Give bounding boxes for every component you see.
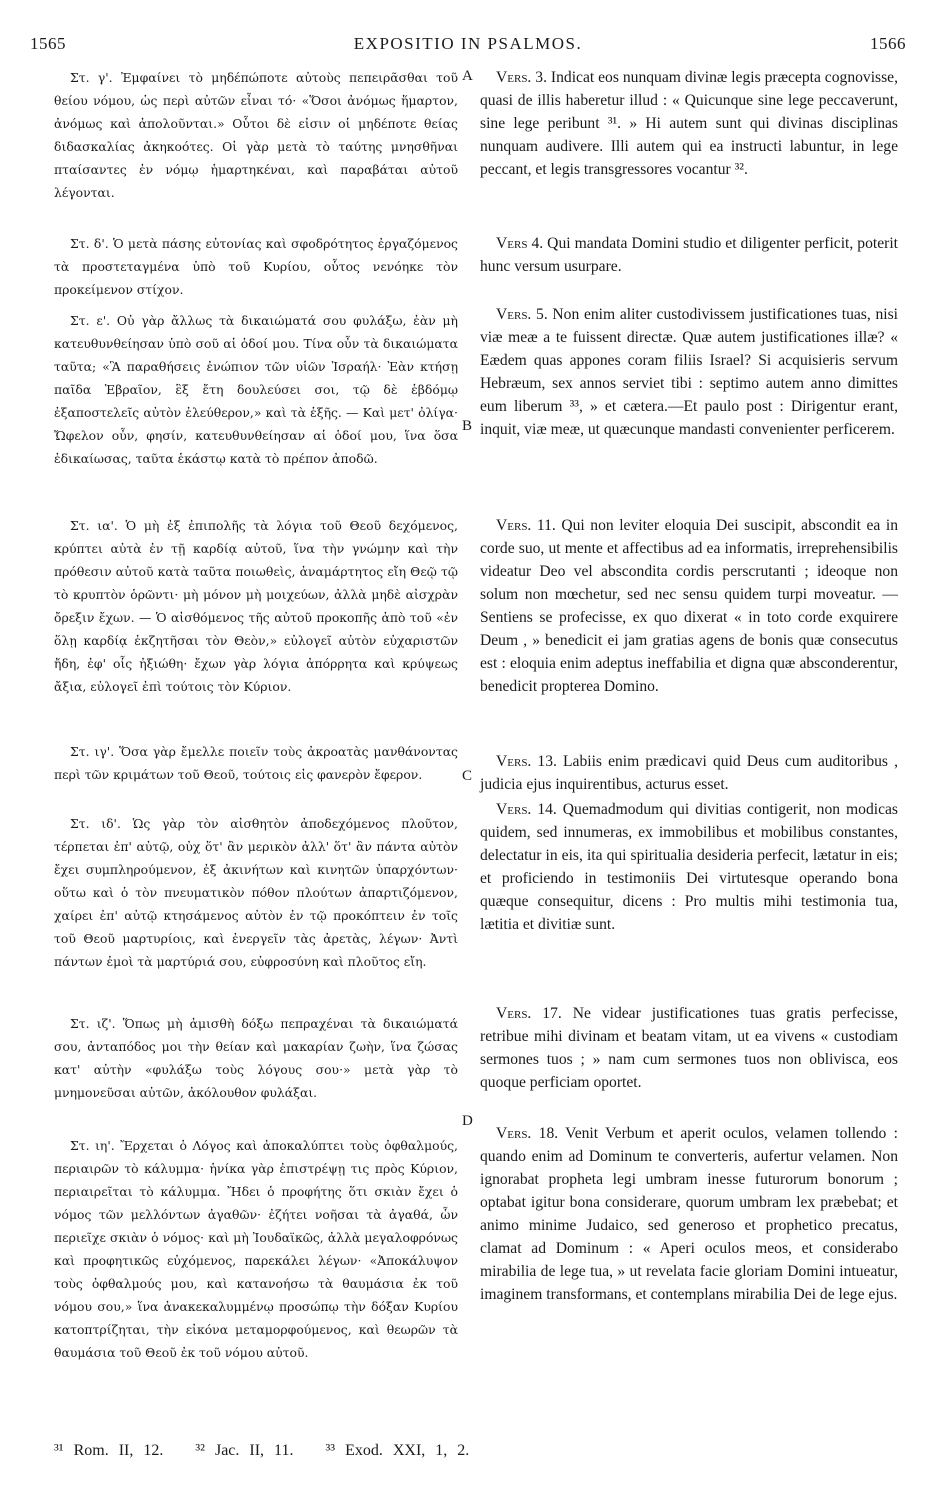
greek-paragraph-v4: Στ. δ'. Ὁ μετὰ πάσης εὐτονίας καὶ σφοδρότητος ἐργαζόμενος τὰ προστεταγμένα ὑπὸ τοῦ Κυρίου, οὗτος νενόηκε τὸν προκείμενον στίχον. [54,236,458,297]
latin-paragraph-v4 [480,232,898,278]
verse-label: Vers. [496,306,532,323]
footnote-33: ³³ Exod. XXI, 1, 2. [325,1442,470,1459]
margin-letter-d: D [462,1113,473,1129]
greek-paragraph-v14: Στ. ιδ'. Ὡς γὰρ τὸν αἰσθητὸν ἀποδεχόμενος πλοῦτον, τέρπεται ἐπ' αὐτῷ, οὐχ ὅτ' ἂν μερικὸν ἀλλ' ὅτ' ἂν πάντα αὐτὸν ἔχει συμπληρούμενον, ἐξ ἀκινήτων καὶ κινητῶν ὑπαρχόντων· οὕτω καὶ ὁ τὸν πνευματικὸν πόθον πλούτων ἀπαρτιζόμενον, χαίρει ἐπ' αὐτῷ κτησάμενος αὐτὸν ἐν τῷ προκόπτειν ἐν τοῖς τοῦ Θεοῦ μαρτυρίοις, καὶ ἐνεργεῖν τὰς ἀρετὰς, λέγων· Ἀντὶ πάντων ἐμοὶ τὰ μαρτύριά σου, εὐφροσύνη καὶ πλοῦτος εἴη. [54,816,458,969]
margin-letter-b: B [462,418,473,434]
margin-letter-a: A [462,68,473,84]
greek-paragraph-v11: Στ. ια'. Ὁ μὴ ἐξ ἐπιπολῆς τὰ λόγια τοῦ Θεοῦ δεχόμενος, κρύπτει αὐτὰ ἐν τῇ καρδίᾳ αὐτοῦ, ἵνα τὴν γνώμην καὶ τὴν πρόθεσιν αὐτοῦ κατὰ ταῦτα ποιωθεὶς, ἀναμάρτητος εἴη Θεῷ τῷ τὸ κρυπτὸν ὁρῶντι· μὴ μόνον μὴ μοιχεύων, ἀλλὰ μηδὲ αἰσχρὰν ὄρεξιν ἔχων. — Ὁ αἰσθόμενος τῆς αὐτοῦ προκοπῆς ἀπὸ τοῦ «ἐν ὅλῃ καρδίᾳ ἐκζητῆσαι τὸν Θεὸν,» εὐλογεῖ αὐτὸν εὐχαριστῶν ἤδη, ἐφ' οἷς ἠξιώθη· ἔχων γὰρ λόγια ἀπόρρητα καὶ κρύψεως ἄξια, εὐλογεῖ ἐπὶ τούτοις τὸν Κύριον. [54,518,458,694]
verse-text: 3. Indicat eos nunquam divinæ legis præcepta cognovisse, quasi de illis haberetur illud : « Quicunque sine lege peccaverunt, sine lege peribunt ³¹. » Hi autem sunt qui divinas disciplinas nunquam audivere. Illi autem qui ea instructi labuntur, in lege peccant, et legis transgressores vocantur ³². [480,69,898,178]
verse-text: 17. Ne videar justificationes tuas gratis perfecisse, retribue mihi divinam et beatam vitam, ut ea vivens « custodiam sermones tuos ; » nam cum sermones tuos non oblivisca, eos quoque perficiam oportet. [480,1005,898,1091]
verse-label: Vers. [496,69,532,86]
latin-paragraph-v18 [480,1122,898,1306]
footnote-32: ³² Jac. II, 11. [195,1442,294,1459]
greek-paragraph-v18: Στ. ιη'. Ἔρχεται ὁ Λόγος καὶ ἀποκαλύπτει τοὺς ὀφθαλμούς, περιαιρῶν τὸ κάλυμμα· ἡνίκα γὰρ ἐπιστρέψῃ τις πρὸς Κύριον, περιαιρεῖται τὸ κάλυμμα. Ἤδει ὁ προφήτης ὅτι σκιὰν ἔχει ὁ νόμος τῶν μελλόντων ἀγαθῶν· ἐζήτει νοῆσαι τὰ ἀγαθά, ὧν περιεῖχε σκιὰν ὁ νόμος· καὶ μὴ Ἰουδαϊκῶς, ἀλλὰ μεγαλοφρόνως καὶ προφητικῶς εὐχόμενος, παρεκάλει λέγων· «Ἀποκάλυψον τοὺς ὀφθαλμούς μου, καὶ κατανοήσω τὰ θαυμάσια ἐκ τοῦ νόμου σου,» ἵνα ἀνακεκαλυμμένῳ προσώπῳ τὴν δόξαν Κυρίου κατοπτρίζηται, τὴν εἰκόνα μεταμορφούμενος, καὶ θεωρῶν τὰ θαυμάσια τοῦ Θεοῦ ἐκ τοῦ νόμου αὐτοῦ. [54,1138,458,1360]
verse-text: 18. Venit Verbum et aperit oculos, velamen tollendo : quando enim ad Dominum te converteris, aufertur velamen. Non ignorabat propheta legi umbram inesse futurorum bonorum ; optabat igitur bona considerare, quorum umbram lex præbebat; et animo minime Judaico, sed generoso et prophetico precatus, clamat ad Dominum : « Aperi oculos meos, et considerabo mirabilia de lege tua, » ut revelata facie gloriam Domini intueatur, imaginem transformans, et contemplans mirabilia Dei de lege ejus. [480,1125,898,1303]
verse-text: 5. Non enim aliter custodivissem justificationes tuas, nisi viæ meæ a te fuissent directæ. Quæ autem justificationes illæ? « Eædem quas appones coram filiis Israel? Si acquisieris servum Hebræum, sex annos serviet tibi : septimo autem anno dimittes eum liberum ³³, » et cætera.—Et paulo post : Dirigentur erant, inquit, viæ meæ, ut quæcunque mandasti convenienter perficerem. [480,306,898,438]
latin-paragraph-v17 [480,1002,898,1094]
latin-paragraph-v11 [480,514,898,698]
verse-label: Vers. [496,801,532,818]
verse-label: Vers. [496,753,532,770]
verse-text: 14. Quemadmodum qui divitias contigerit, non modicas quidem, sed innumeras, ex immobilibus et mobilibus constantes, delectatur in eis, ita qui spiritualia desideria perfecit, lætatur in eis; et proficiendo in testimoniis Dei virtutesque operando bona quæque consequitur, dicens : Pro multis mihi testimonia tua, lætitia et divitiæ sunt. [480,801,898,933]
verse-label: Vers. [496,517,532,534]
latin-paragraph-v14 [480,798,898,936]
margin-letter-c: C [462,768,473,784]
page-number-left: 1565 [30,34,66,53]
footnotes [54,1442,754,1460]
running-title: EXPOSITIO IN PSALMOS. [353,34,583,53]
verse-text: 11. Qui non leviter eloquia Dei suscipit, abscondit ea in corde suo, ut mente et affectibus ad ea informatis, irreprehensibilis videatur Deo vel abscondita cordis perscrutanti ; ideoque non solum non mœchetur, sed nec sensu quidem turpi moveatur. — Sentiens se profecisse, ex quo dixerat « in toto corde exquirere Deum , » benedicit ei jam gratias agens de bonis quæ consecutus est : eloquia enim adeptus ineffabilia et digna quæ absconderentur, benedicit propterea Domino. [480,517,898,695]
latin-paragraph-v3 [480,66,898,181]
verse-text: 4. Qui mandata Domini studio et diligenter perficit, poterit hunc versum usurpare. [480,235,898,275]
verse-label: Vers [496,235,528,252]
verse-label: Vers. [496,1005,532,1022]
greek-paragraph-v5: Στ. ε'. Οὐ γὰρ ἄλλως τὰ δικαιώματά σου φυλάξω, ἐὰν μὴ κατευθυνθείησαν ὑπὸ σοῦ αἱ ὁδοί μου. Τίνα οὖν τὰ δικαιώματα ταῦτα; «Ἃ παραθήσεις ἐνώπιον τῶν υἱῶν Ἰσραήλ· Ἐὰν κτήσῃ παῖδα Ἑβραῖον, ἓξ ἔτη δουλεύσει σοι, τῷ δὲ ἑβδόμῳ ἐξαποστελεῖς αὐτὸν ἐλεύθερον,» καὶ τὰ ἑξῆς. — Καὶ μετ' ὀλίγα· Ὤφελον οὖν, φησίν, κατευθυνθείησαν αἱ ὁδοί μου, ἵνα ὅσα ἐδικαίωσας, ταῦτα ἑκάστῳ κατὰ τὸ πρέπον ἀποδῶ. [54,313,458,466]
verse-label: Vers. [496,1125,532,1142]
footnote-31: ³¹ Rom. II, 12. [54,1442,164,1459]
greek-paragraph-v3: Στ. γ'. Ἐμφαίνει τὸ μηδέπώποτε αὐτοὺς πεπειρᾶσθαι τοῦ θείου νόμου, ὡς περὶ αὐτῶν εἶναι τό· «Ὅσοι ἀνόμως ἥμαρτον, ἀνόμως καὶ ἀπολοῦνται.» Οὗτοι δὲ εἰσιν οἱ μηδέποτε θείας διδασκαλίας ἀκηκοότες. Οἱ γὰρ μετὰ τὸ ταύτης μνησθῆναι πταίσαντες ἐν νόμῳ ἡμαρτηκέναι, καὶ παραβάται αὐτοῦ λέγονται. [54,70,458,200]
greek-paragraph-v17: Στ. ιζ'. Ὅπως μὴ ἀμισθὴ δόξω πεπραχέναι τὰ δικαιώματά σου, ἀνταπόδος μοι τὴν θείαν καὶ μακαρίαν ζωὴν, ἵνα ζώσας κατ' αὐτὴν «φυλάξω τοὺς λόγους σου·» μετὰ γὰρ τὸ μνημονεῦσαι αὐτῶν, ἀκόλουθον φυλάξαι. [54,1016,458,1100]
greek-paragraph-v13: Στ. ιγ'. Ὅσα γὰρ ἔμελλε ποιεῖν τοὺς ἀκροατὰς μανθάνοντας περὶ τῶν κριμάτων τοῦ Θεοῦ, τούτοις εἰς φανερὸν ἔφερον. [54,744,458,782]
page-number-right: 1566 [870,34,906,53]
running-header [30,34,906,58]
verse-text: 13. Labiis enim prædicavi quid Deus cum auditoribus , judicia ejus inquirentibus, acturus esset. [480,753,898,793]
latin-paragraph-v5 [480,303,898,441]
latin-paragraph-v13 [480,750,898,796]
